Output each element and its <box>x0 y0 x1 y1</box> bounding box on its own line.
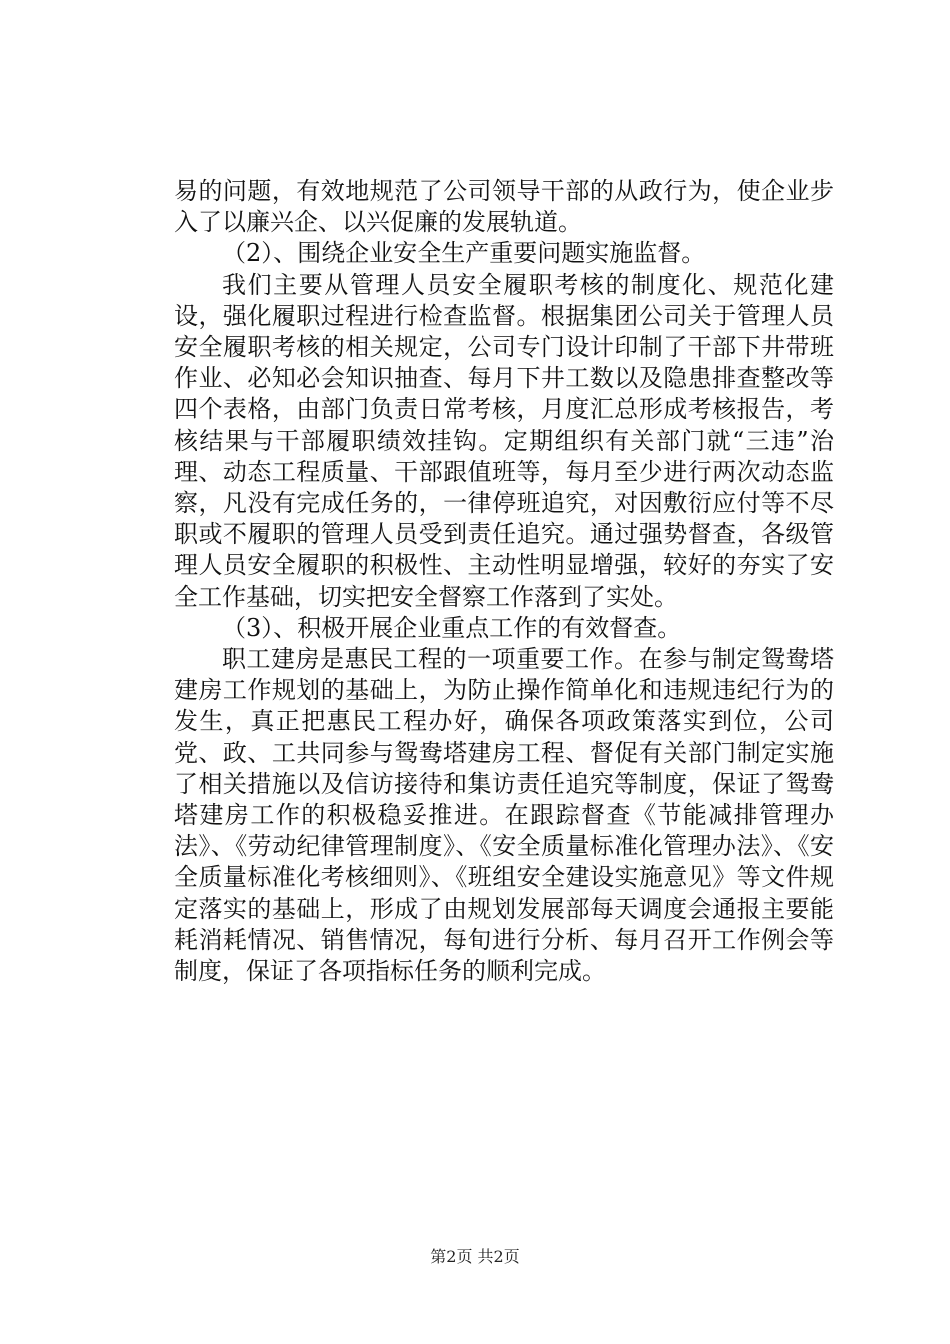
page-number-footer: 第2页 共2页 <box>430 1247 520 1266</box>
paragraph-key-work-supervision: 职工建房是惠民工程的一项重要工作。在参与制定鸳鸯塔建房工作规划的基础上，为防止操作简单化和违规违纪行为的发生，真正把惠民工程办好，确保各项政策落实到位，公司党、政、工共同参与鸳鸯塔建房工程、督促有关部门制定实施了相关措施以及信访接待和集访责任追究等制度，保证了鸳鸯塔建房工作的积极稳妥推进。在跟踪督查《节能减排管理办法》、《劳动纪律管理制度》、《安全质量标准化管理办法》、《安全质量标准化考核细则》、《班组安全建设实施意见》等文件规定落实的基础上，形成了由规划发展部每天调度会通报主要能耗消耗情况、销售情况，每旬进行分析、每月召开工作例会等制度，保证了各项指标任务的顺利完成。 <box>174 645 834 986</box>
paragraph-safety-supervision: 我们主要从管理人员安全履职考核的制度化、规范化建设，强化履职过程进行检查监督。根据集团公司关于管理人员安全履职考核的相关规定，公司专门设计印制了干部下井带班作业、必知必会知识抽查、每月下井工数以及隐患排查整改等四个表格，由部门负责日常考核，月度汇总形成考核报告，考核结果与干部履职绩效挂钩。定期组织有关部门就“三违”治理、动态工程质量、干部跟值班等，每月至少进行两次动态监察，凡没有完成任务的，一律停班追究，对因敷衍应付等不尽职或不履职的管理人员受到责任追究。通过强势督查，各级管理人员安全履职的积极性、主动性明显增强，较好的夯实了安全工作基础，切实把安全督察工作落到了实处。 <box>174 270 834 611</box>
section-heading-2: （2）、围绕企业安全生产重要问题实施监督。 <box>222 239 706 268</box>
section-heading-3: （3）、积极开展企业重点工作的有效督查。 <box>222 613 682 642</box>
document-body <box>174 176 834 987</box>
paragraph-continuation: 易的问题，有效地规范了公司领导干部的从政行为，使企业步入了以廉兴企、以兴促廉的发展轨道。 <box>174 177 834 237</box>
